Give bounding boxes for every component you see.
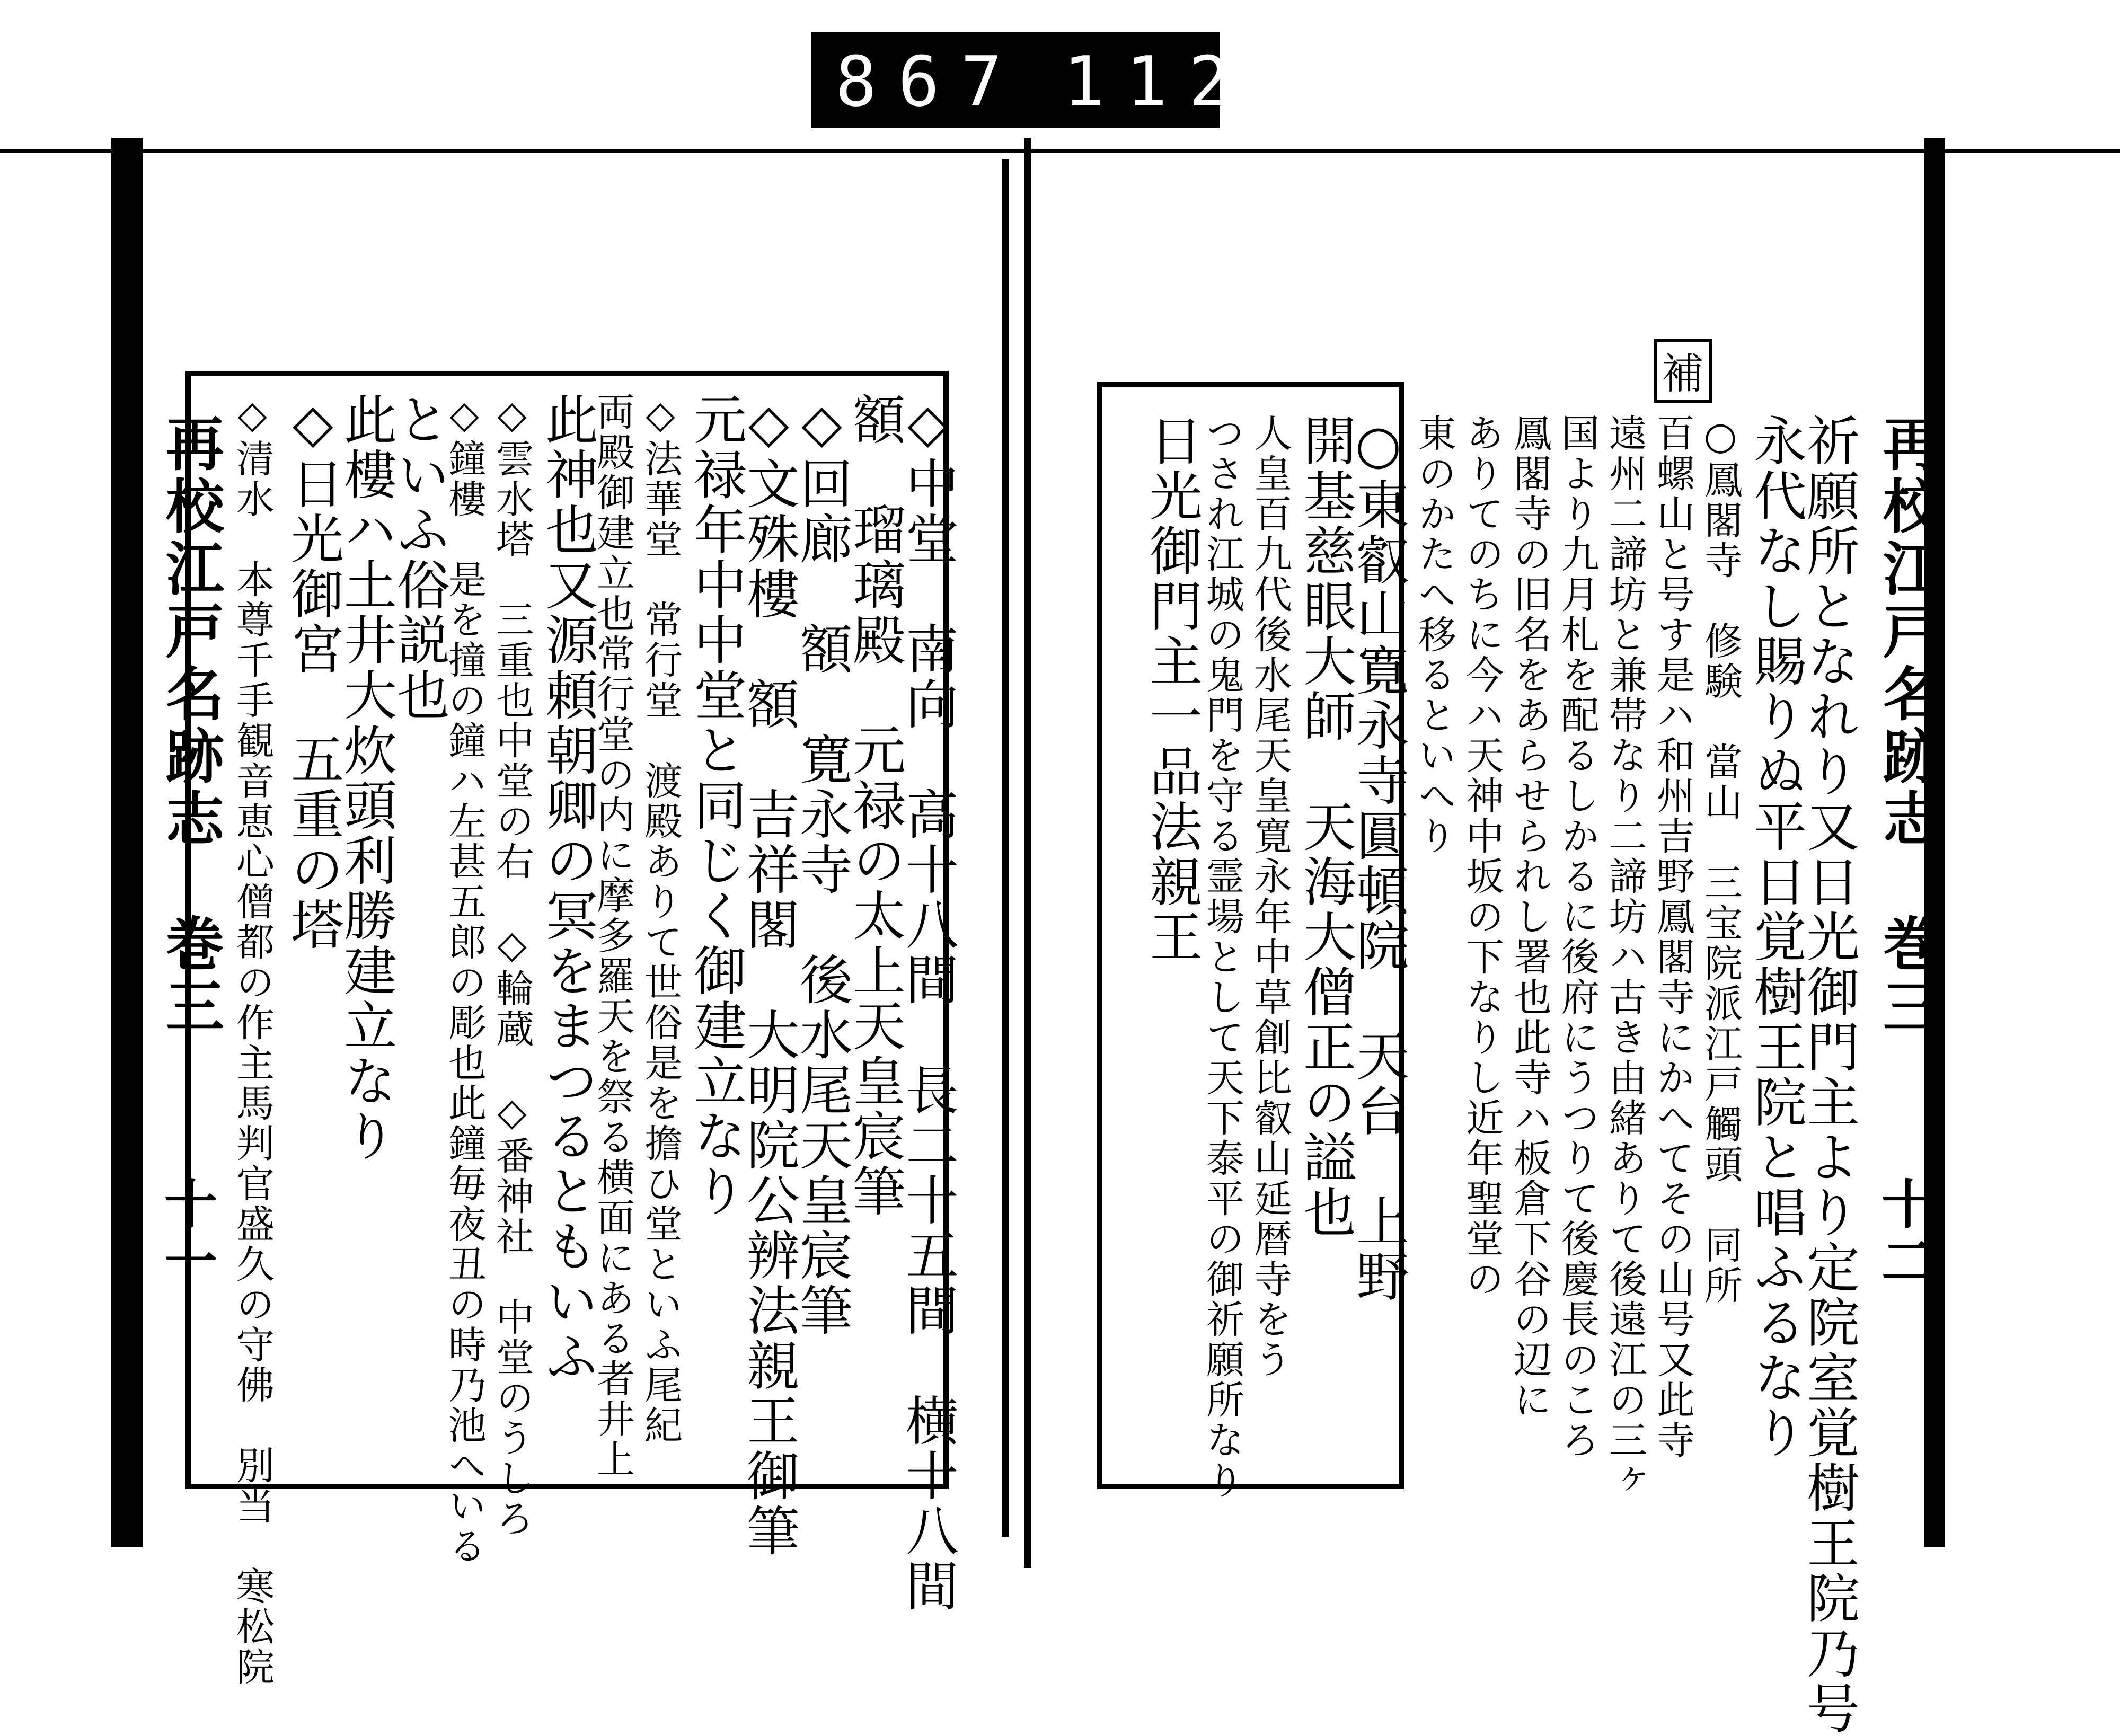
- supplement-column: 祈願所となれり又日光御門主より定院室覚樹王院乃号: [1798, 413, 1860, 1736]
- text-column: 両殿御建立也常行堂の内に摩多羅天を祭る横面にある者井上: [590, 392, 635, 1480]
- text-column: ◇回廊 額 寛永寺 後水尾天皇宸筆: [791, 392, 853, 1338]
- call-number-plate: [811, 32, 1251, 128]
- text-column: ○東叡山寛永寺圓頓院 天台 上野: [1347, 413, 1409, 1304]
- text-column: 日光御門主一品法親王: [1141, 413, 1203, 964]
- supplement-column: ありてのちに今ハ天神中坂の下なりし近年聖堂の: [1460, 413, 1504, 1299]
- left-page-folio: 十一: [155, 1176, 218, 1291]
- text-column: 元禄年中中堂と同じく御建立なり: [685, 392, 747, 1219]
- left-page-edge: [111, 138, 143, 1547]
- text-column: 開基慈眼大師 天海大僧正の謚也: [1294, 413, 1356, 1240]
- text-column: ◇雲水塔 三重也中堂の右 ◇輪蔵 ◇番神社 中堂のうしろ: [490, 392, 534, 1539]
- supplement-column: 東のかたへ移るといへり: [1412, 413, 1456, 856]
- text-column: ◇鐘樓 是を撞の鐘ハ左甚五郎の彫也此鐘毎夜丑の時乃池へいる: [442, 392, 487, 1566]
- supplement-column: 鳳閣寺の旧名をあらせられし署也此寺ハ板倉下谷の辺に: [1507, 413, 1552, 1420]
- text-column: ◇文殊樓 額 吉祥閣 大明院公辨法親王御筆: [738, 392, 800, 1558]
- left-page: [111, 138, 1034, 1687]
- call-number-right: 112: [1063, 41, 1251, 122]
- text-column: つされ江城の鬼門を守る霊場として天下泰平の御祈願所なり: [1200, 413, 1244, 1501]
- supplement-column: 永代なし賜りぬ平日覚樹王院と唱ふるなり: [1745, 413, 1807, 1460]
- right-page-header: 再校江戸名跡志 巻三: [1874, 413, 1942, 1039]
- text-column: ◇中堂 南向 高十八間 長二十五間 横十八間: [897, 392, 959, 1614]
- supplement-column: 遠州二諦坊と兼帯なり二諦坊ハ古き由緒ありて後遠江の三ヶ: [1603, 413, 1647, 1501]
- text-column: ◇法華堂 常行堂 渡殿ありて世俗是を擔ひ堂といふ尾紀: [638, 392, 683, 1446]
- text-column: といふ俗説也: [388, 392, 450, 723]
- gutter-line: [1024, 138, 1031, 1568]
- left-page-header: 再校江戸名跡志 巻三: [156, 413, 225, 1039]
- call-number-left: 867: [835, 41, 1023, 122]
- supplement-column: 国より九月札を配るしかるに後府にうつりて後慶長のころ: [1555, 413, 1600, 1460]
- text-column: 此樓ハ土井大炊頭利勝建立なり: [335, 392, 397, 1164]
- right-page-folio: 十二: [1872, 1176, 1935, 1291]
- text-column: 人皇百九代後水尾天皇寛永年中草創比叡山延暦寺をう: [1248, 413, 1292, 1380]
- text-column: 此神也又源頼朝卿の冥をまつるともいふ: [536, 392, 598, 1384]
- text-column: ◇清水 本尊千手観音恵心僧都の作主馬判官盛久の守佛 別当 寒松院: [230, 392, 275, 1687]
- supplement-mark: 補: [1654, 339, 1712, 403]
- right-page: [1055, 138, 2062, 1736]
- text-column: 額 瑠璃殿 元禄の太上天皇宸筆: [844, 392, 906, 1219]
- text-column: ◇日光御宮 五重の塔: [282, 392, 344, 952]
- supplement-column: ○鳳閣寺 修験 當山 三宝院派江戸觸頭 同所: [1698, 413, 1743, 1306]
- left-page-edge-inner: [1002, 159, 1009, 1537]
- supplement-column: 百螺山と号す是ハ和州吉野鳳閣寺にかへてその山号又此寺: [1650, 413, 1695, 1460]
